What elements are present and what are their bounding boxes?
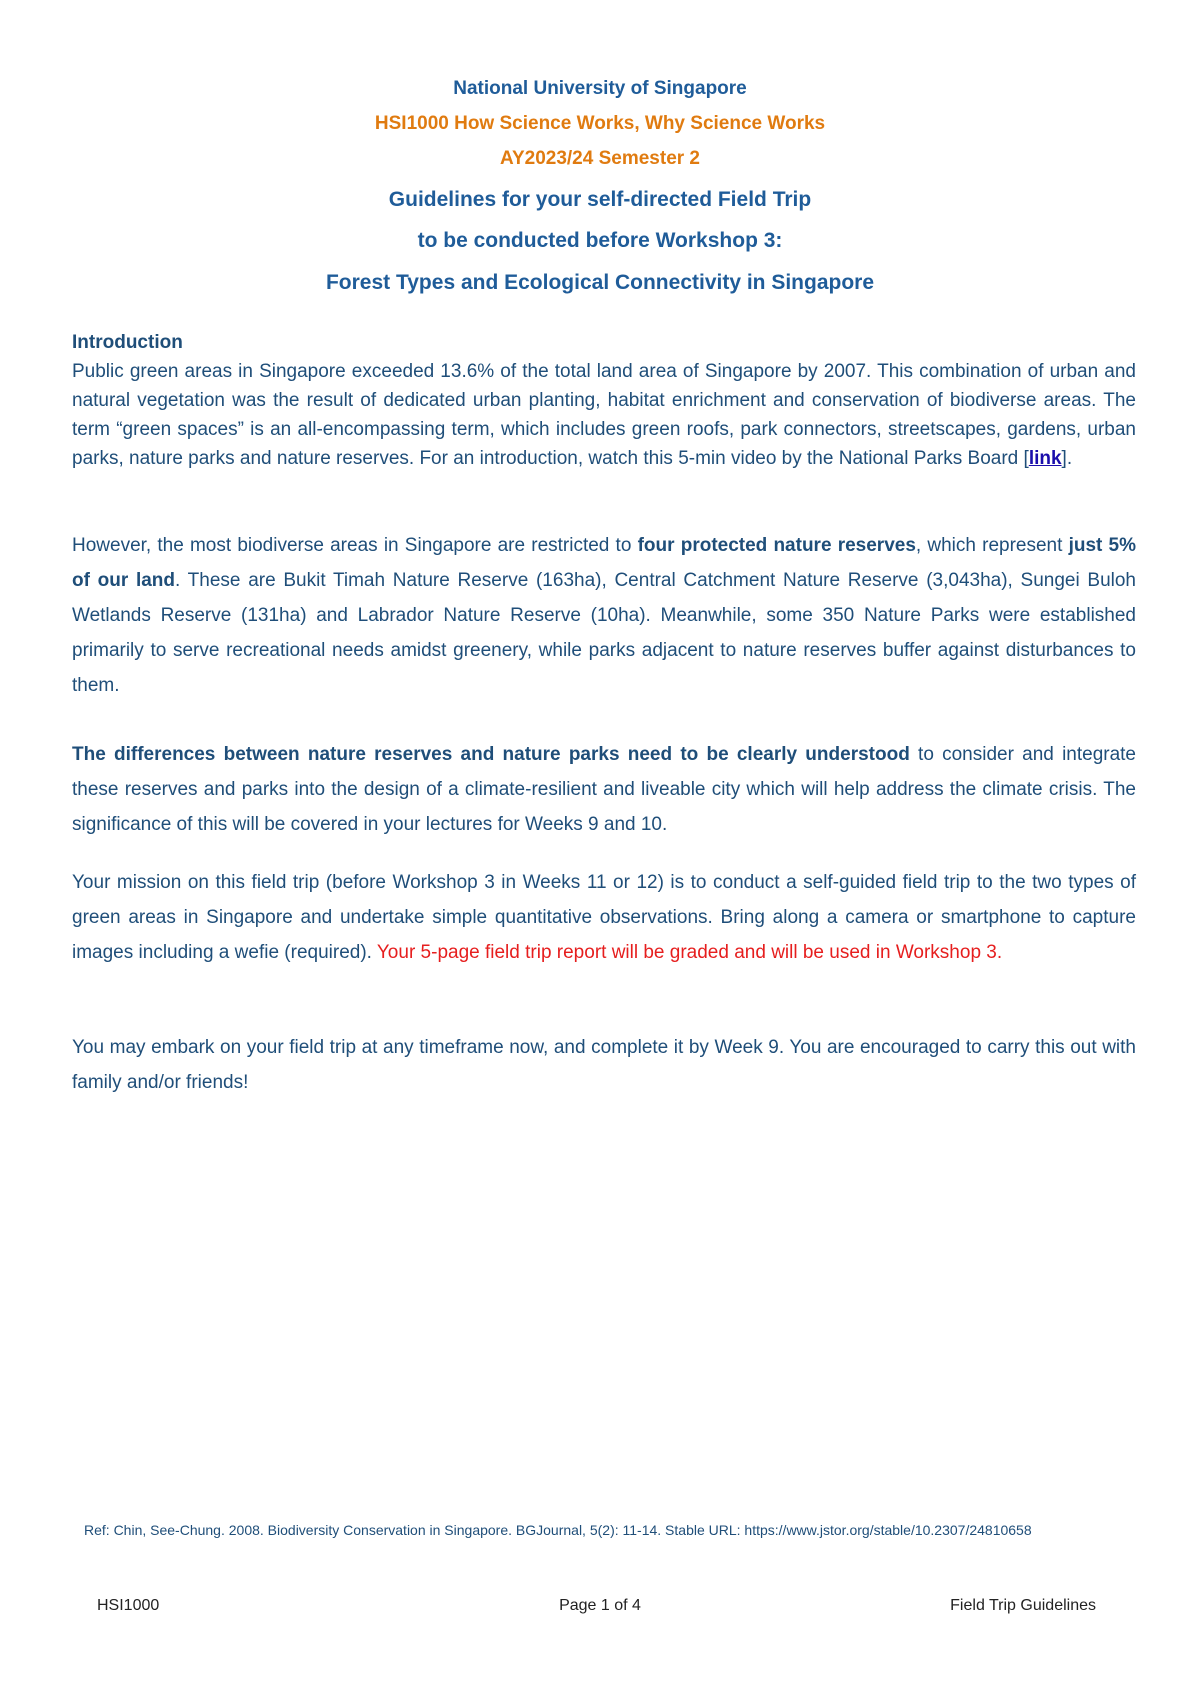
course-title: HSI1000 How Science Works, Why Science Works (374, 113, 826, 134)
paragraph-intro-text: Public green areas in Singapore exceeded 13.6% of the total land area of Singapore by 2007. This combination of urban and natural vegetation was the result of dedicated urban planting, habitat enrichment and conservation of biodiverse areas. The term “green spaces” is an all-encompassing term, which includes green roofs, park connectors, streetscapes, gardens, urban parks, nature parks and nature reserves. For an introduction, watch this 5-min video by the National Parks Board [ (72, 361, 1136, 469)
page-title-line-2: to be conducted before Workshop 3: (417, 229, 783, 252)
paragraph-reserves-text-c: , which represent (915, 535, 1069, 556)
paragraph-mission (72, 865, 1136, 970)
report-graded-notice: Your 5-page field trip report will be graded and will be used in Workshop 3. (376, 942, 1003, 963)
introduction-heading: Introduction (72, 332, 183, 353)
paragraph-reserves-text-a: However, the most biodiverse areas in Singapore are restricted to (72, 535, 638, 556)
paragraph-mission-text: Your mission on this field trip (before Workshop 3 in Weeks 11 or 12) is to conduct a self-guided field trip to the two types of green areas in Singapore and undertake simple quantitative observations. Bring along a camera or smartphone to capture images including a wefie (required). (72, 872, 1136, 963)
paragraph-differences-text: to consider and integrate these reserves and parks into the design of a climate-resilient and liveable city which will help address the climate crisis. The significance of this will be covered in your lectures for Weeks 9 and 10. (72, 744, 1137, 835)
university-name: National University of Singapore (453, 78, 747, 99)
footer-page-number: Page 1 of 4 (559, 1597, 641, 1614)
page-title-line-1: Guidelines for your self-directed Field Trip (388, 188, 812, 211)
paragraph-intro (72, 357, 1136, 473)
page-title-line-3: Forest Types and Ecological Connectivity in Singapore (325, 271, 875, 294)
paragraph-intro-end: ]. (1061, 448, 1073, 469)
video-link[interactable]: link (1028, 448, 1062, 469)
emphasis-four-reserves: four protected nature reserves (637, 535, 916, 556)
reference-note: Ref: Chin, See-Chung. 2008. Biodiversity Conservation in Singapore. BGJournal, 5(2): 11-14. Stable URL: https://www.jstor.org/stable/10.2307/24810658 (84, 1522, 1032, 1538)
paragraph-differences (72, 737, 1136, 842)
footer-course-code: HSI1000 (97, 1597, 160, 1614)
paragraph-timeframe: You may embark on your field trip at any timeframe now, and complete it by Week 9. You are encouraged to carry this out with family and/or friends! (72, 1037, 1136, 1093)
semester-label: AY2023/24 Semester 2 (499, 148, 700, 169)
emphasis-differences: The differences between nature reserves and nature parks need to be clearly understood (72, 744, 910, 765)
paragraph-reserves-text-e: . These are Bukit Timah Nature Reserve (163ha), Central Catchment Nature Reserve (3,043ha), Sungei Buloh Wetlands Reserve (131ha) and Labrador Nature Reserve (10ha). Meanwhile, some 350 Nature Parks were established primarily to serve recreational needs amidst greenery, while parks adjacent to nature reserves buffer against disturbances to them. (72, 570, 1137, 696)
paragraph-reserves (72, 528, 1136, 703)
footer-doc-title: Field Trip Guidelines (950, 1597, 1096, 1614)
emphasis-five-percent: just 5% of our land (72, 535, 1136, 591)
